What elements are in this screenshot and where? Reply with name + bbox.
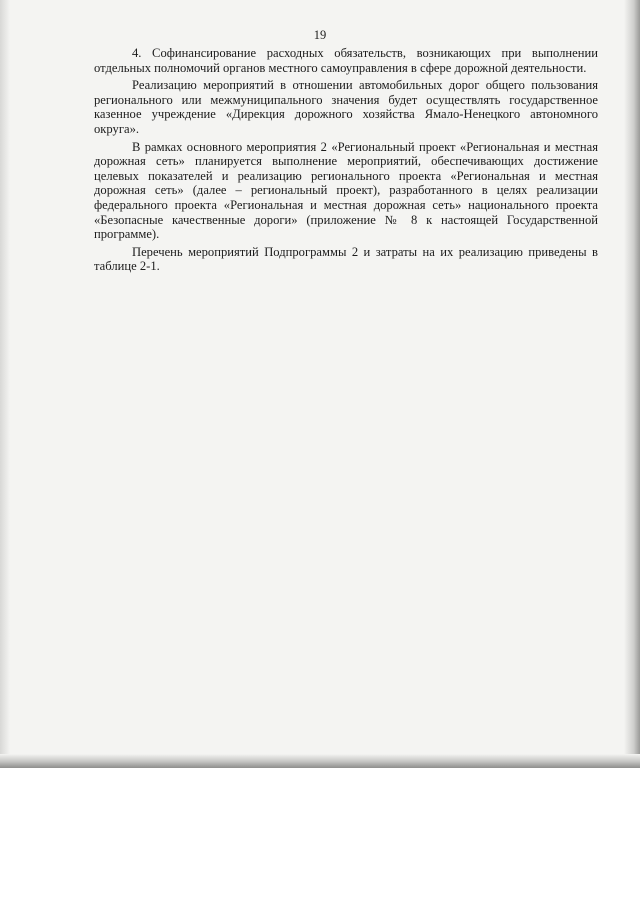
scan-shadow-bottom [0,754,640,768]
paragraph-table-reference: Перечень мероприятий Подпрограммы 2 и затраты на их реализацию приведены в таблице 2-1. [94,244,598,274]
paragraph-cofinancing: 4. Софинансирование расходных обязательств, возникающих при выполнении отдельных полномочий органов местного самоуправления в сфере дорожной деятельности. [94,46,598,75]
paragraph-regional-project: В рамках основного мероприятия 2 «Региональный проект «Региональная и местная дорожная сеть» планируется выполнение мероприятий, обеспечивающих достижение целевых показателей и реализацию регионального проекта «Региональная и местная дорожная сеть» (далее – региональный проект), разработанного в целях реализации федерального проекта «Региональная и местная дорожная сеть» национального проекта «Безопасные качественные дороги» (приложение № 8 к настоящей Государственной программе). [94,139,598,242]
scan-shadow-right [624,0,640,768]
paragraph-road-directorate: Реализацию мероприятий в отношении автомобильных дорог общего пользования регионального или межмуниципального значения будет осуществлять государственное казенное учреждение «Дирекция дорожного хозяйства Ямало-Ненецкого автономного округа». [94,78,598,136]
scan-shadow-left [0,0,10,768]
page-number: 19 [313,28,327,42]
document-body [94,46,598,277]
